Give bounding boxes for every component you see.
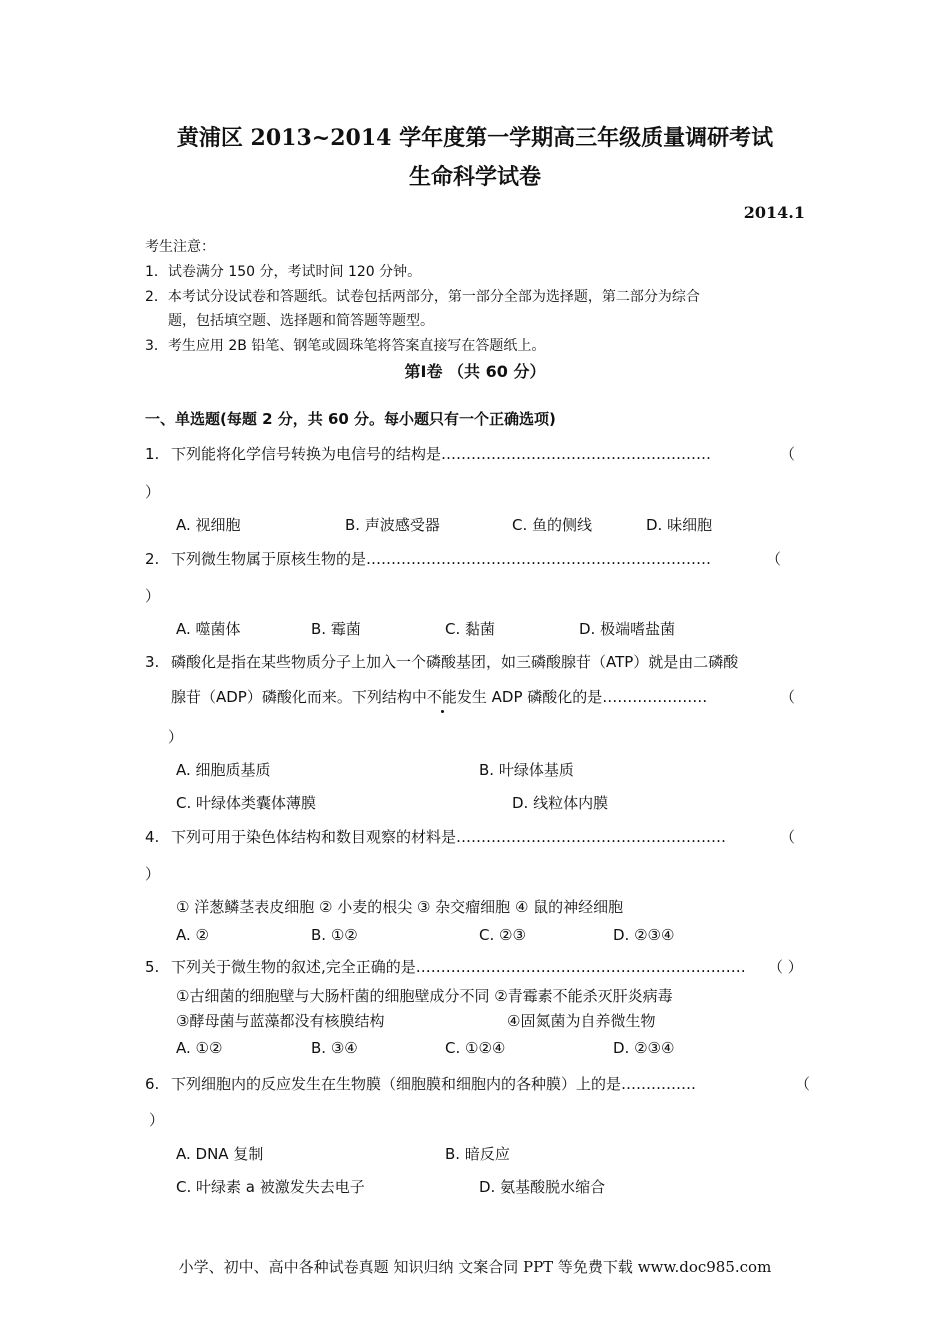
question-number: 3. bbox=[145, 653, 160, 671]
option-c: C. 黏菌 bbox=[445, 620, 496, 638]
answer-paren-close: ） bbox=[149, 1111, 165, 1129]
question-3-stem-cont bbox=[171, 686, 707, 707]
option-d: D. 味细胞 bbox=[646, 516, 713, 534]
question-number: 5. bbox=[145, 958, 160, 976]
answer-paren-close: ） bbox=[168, 728, 184, 746]
question-text: 下列细胞内的反应发生在生物膜（细胞膜和细胞内的各种膜）上的是…………… bbox=[171, 1075, 697, 1093]
answer-paren-open: （ bbox=[795, 1075, 811, 1093]
statement-line-2a: ③酵母菌与蓝藻都没有核膜结构 bbox=[176, 1012, 385, 1030]
option-d: D. 极端嗜盐菌 bbox=[579, 620, 676, 638]
option-a: A. 噬菌体 bbox=[176, 620, 241, 638]
question-3-stem bbox=[145, 651, 738, 672]
option-b: B. 声波感受器 bbox=[345, 516, 440, 534]
option-c: C. ①②④ bbox=[445, 1039, 506, 1057]
option-d: D. 氨基酸脱水缩合 bbox=[479, 1178, 606, 1196]
option-a: A. 视细胞 bbox=[176, 516, 241, 534]
exam-date: 2014.1 bbox=[743, 203, 805, 222]
question-1-stem bbox=[145, 443, 711, 464]
part-title: 一、单选题(每题 2 分，共 60 分。每小题只有一个正确选项) bbox=[145, 410, 556, 428]
option-b: B. ③④ bbox=[311, 1039, 358, 1057]
notice-heading: 考生注意： bbox=[145, 239, 215, 255]
option-b: B. 叶绿体基质 bbox=[479, 761, 574, 779]
material-list: ① 洋葱鳞茎表皮细胞 ② 小麦的根尖 ③ 杂交瘤细胞 ④ 鼠的神经细胞 bbox=[176, 898, 624, 916]
option-b: B. ①② bbox=[311, 926, 358, 944]
answer-paren-close: ） bbox=[145, 587, 161, 605]
answer-paren-close: ） bbox=[145, 865, 161, 883]
question-text: 腺苷（ADP）磷酸化而来。下列结构中 bbox=[171, 688, 427, 706]
option-c: C. 叶绿体类囊体薄膜 bbox=[176, 794, 317, 812]
question-number: 6. bbox=[145, 1075, 160, 1093]
emphasis-text: 不能 bbox=[426, 688, 457, 706]
option-c: C. ②③ bbox=[479, 926, 526, 944]
answer-paren-open: （ bbox=[780, 688, 796, 706]
option-a: A. ② bbox=[176, 926, 209, 944]
option-c: C. 叶绿素 a 被激发失去电子 bbox=[176, 1178, 365, 1196]
question-text: 下列微生物属于原核生物的是…………………………………………………………… bbox=[171, 550, 712, 568]
option-b: B. 霉菌 bbox=[311, 620, 361, 638]
statement-line-1: ①古细菌的细胞壁与大肠杆菌的细胞壁成分不同 ②青霉素不能杀灭肝炎病毒 bbox=[176, 987, 673, 1005]
option-a: A. 细胞质基质 bbox=[176, 761, 271, 779]
question-2-stem bbox=[145, 548, 711, 569]
question-text: 下列能将化学信号转换为电信号的结构是……………………………………………… bbox=[171, 445, 712, 463]
question-6-stem bbox=[145, 1073, 696, 1094]
question-number: 2. bbox=[145, 550, 160, 568]
answer-paren-close: ） bbox=[145, 483, 161, 501]
answer-paren-open: （ bbox=[780, 445, 796, 463]
question-5-stem bbox=[145, 956, 746, 977]
option-a: A. DNA 复制 bbox=[176, 1145, 264, 1163]
notice-item-1: 1．试卷满分 150 分，考试时间 120 分钟。 bbox=[145, 264, 422, 280]
question-text: 磷酸化是指在某些物质分子上加入一个磷酸基团，如三磷酸腺苷（ATP）就是由二磷酸 bbox=[171, 653, 739, 671]
notice-item-3: 3．考生应用 2B 铅笔、钢笔或圆珠笔将答案直接写在答题纸上。 bbox=[145, 338, 546, 354]
question-text: 下列关于微生物的叙述,完全正确的是………………………………………………………… bbox=[171, 958, 746, 976]
page-title: 黄浦区 2013~2014 学年度第一学期高三年级质量调研考试 bbox=[176, 125, 774, 151]
answer-paren-open: （ bbox=[766, 550, 782, 568]
answer-paren-open: （ bbox=[780, 828, 796, 846]
page-subtitle: 生命科学试卷 bbox=[408, 164, 541, 190]
notice-item-2: 2．本考试分设试卷和答题纸。试卷包括两部分，第一部分全部为选择题，第二部分为综合 bbox=[145, 289, 700, 305]
statement-line-2b: ④固氮菌为自养微生物 bbox=[507, 1012, 656, 1030]
answer-paren: （ ） bbox=[768, 958, 803, 976]
question-4-stem bbox=[145, 826, 726, 847]
question-number: 4. bbox=[145, 828, 160, 846]
option-d: D. ②③④ bbox=[613, 1039, 675, 1057]
option-c: C. 鱼的侧线 bbox=[512, 516, 593, 534]
page-footer: 小学、初中、高中各种试卷真题 知识归纳 文案合同 PPT 等免费下载 www.doc985.com bbox=[178, 1258, 772, 1276]
notice-item-2-cont: 题，包括填空题、选择题和简答题等题型。 bbox=[168, 313, 434, 329]
option-d: D. ②③④ bbox=[613, 926, 675, 944]
option-b: B. 暗反应 bbox=[445, 1145, 510, 1163]
option-d: D. 线粒体内膜 bbox=[512, 794, 609, 812]
question-number: 1. bbox=[145, 445, 160, 463]
section-title: 第Ⅰ卷 （共 60 分） bbox=[404, 362, 546, 381]
question-text: 发生 ADP 磷酸化的是………………… bbox=[456, 688, 708, 706]
question-text: 下列可用于染色体结构和数目观察的材料是……………………………………………… bbox=[171, 828, 727, 846]
option-a: A. ①② bbox=[176, 1039, 223, 1057]
